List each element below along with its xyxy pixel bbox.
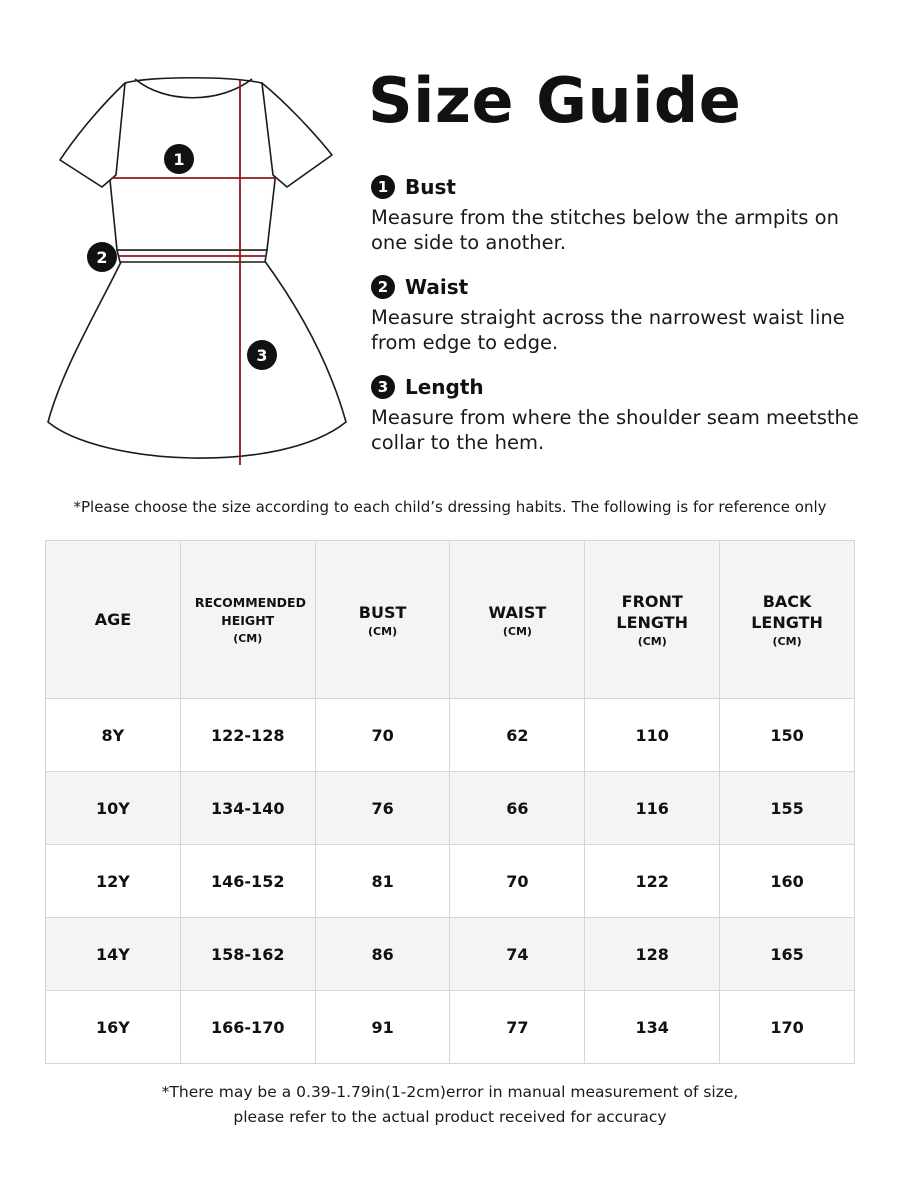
cell-back-length: 155 (720, 772, 855, 845)
header-back-length: BACK LENGTH (CM) (720, 541, 855, 699)
measurement-waist (371, 273, 871, 355)
dress-left-sleeve (60, 83, 125, 187)
diagram-badge-1 (164, 144, 194, 174)
page-title: Size Guide (368, 64, 742, 137)
table-row (46, 699, 855, 772)
dress-diagram (40, 70, 360, 470)
accuracy-note-line-1: *There may be a 0.39-1.79in(1-2cm)error in manual measurement of size, (161, 1083, 739, 1101)
measurement-bust (371, 173, 871, 255)
diagram-badge-3 (247, 340, 277, 370)
cell-back-length: 160 (720, 845, 855, 918)
cell-back-length: 170 (720, 991, 855, 1064)
dress-skirt (48, 260, 346, 458)
cell-height: 146-152 (180, 845, 315, 918)
table-row (46, 918, 855, 991)
cell-front-length: 128 (585, 918, 720, 991)
cell-waist: 70 (450, 845, 585, 918)
number-badge-icon: 1 (371, 175, 395, 199)
table-row (46, 845, 855, 918)
measurement-title: Bust (405, 175, 456, 199)
cell-bust: 86 (315, 918, 450, 991)
cell-bust: 70 (315, 699, 450, 772)
cell-waist: 74 (450, 918, 585, 991)
cell-front-length: 134 (585, 991, 720, 1064)
header-recommended-height: RECOMMENDED HEIGHT (CM) (180, 541, 315, 699)
number-badge-icon: 2 (371, 275, 395, 299)
measurement-description: Measure from where the shoulder seam meetsthe collar to the hem. (371, 406, 859, 454)
header-front-length: FRONT LENGTH (CM) (585, 541, 720, 699)
header-bust: BUST (CM) (315, 541, 450, 699)
cell-front-length: 110 (585, 699, 720, 772)
cell-front-length: 116 (585, 772, 720, 845)
svg-text:2: 2 (96, 248, 108, 267)
measurement-length (371, 373, 871, 455)
cell-age: 12Y (46, 845, 181, 918)
accuracy-note-line-2: please refer to the actual product received for accuracy (233, 1108, 667, 1126)
dress-right-sleeve (262, 83, 332, 187)
measurement-description: Measure straight across the narrowest waist line from edge to edge. (371, 306, 845, 354)
svg-text:3: 3 (256, 346, 268, 365)
cell-bust: 76 (315, 772, 450, 845)
cell-bust: 81 (315, 845, 450, 918)
cell-waist: 66 (450, 772, 585, 845)
measurement-title: Length (405, 375, 484, 399)
measurement-description: Measure from the stitches below the armpits on one side to another. (371, 206, 839, 254)
table-row (46, 991, 855, 1064)
cell-waist: 77 (450, 991, 585, 1064)
header-age: AGE (46, 541, 181, 699)
cell-age: 14Y (46, 918, 181, 991)
cell-age: 10Y (46, 772, 181, 845)
table-header-row (46, 541, 855, 699)
cell-height: 122-128 (180, 699, 315, 772)
cell-height: 134-140 (180, 772, 315, 845)
header-waist: WAIST (CM) (450, 541, 585, 699)
cell-age: 16Y (46, 991, 181, 1064)
cell-bust: 91 (315, 991, 450, 1064)
cell-height: 158-162 (180, 918, 315, 991)
cell-back-length: 150 (720, 699, 855, 772)
number-badge-icon: 3 (371, 375, 395, 399)
cell-age: 8Y (46, 699, 181, 772)
diagram-badge-2 (87, 242, 117, 272)
cell-front-length: 122 (585, 845, 720, 918)
cell-waist: 62 (450, 699, 585, 772)
cell-back-length: 165 (720, 918, 855, 991)
table-row (46, 772, 855, 845)
cell-height: 166-170 (180, 991, 315, 1064)
measurement-title: Waist (405, 275, 469, 299)
reference-note: *Please choose the size according to each child’s dressing habits. The following is for reference only (73, 498, 827, 516)
svg-text:1: 1 (173, 150, 185, 169)
size-table (45, 540, 855, 1064)
accuracy-note (0, 1080, 900, 1130)
